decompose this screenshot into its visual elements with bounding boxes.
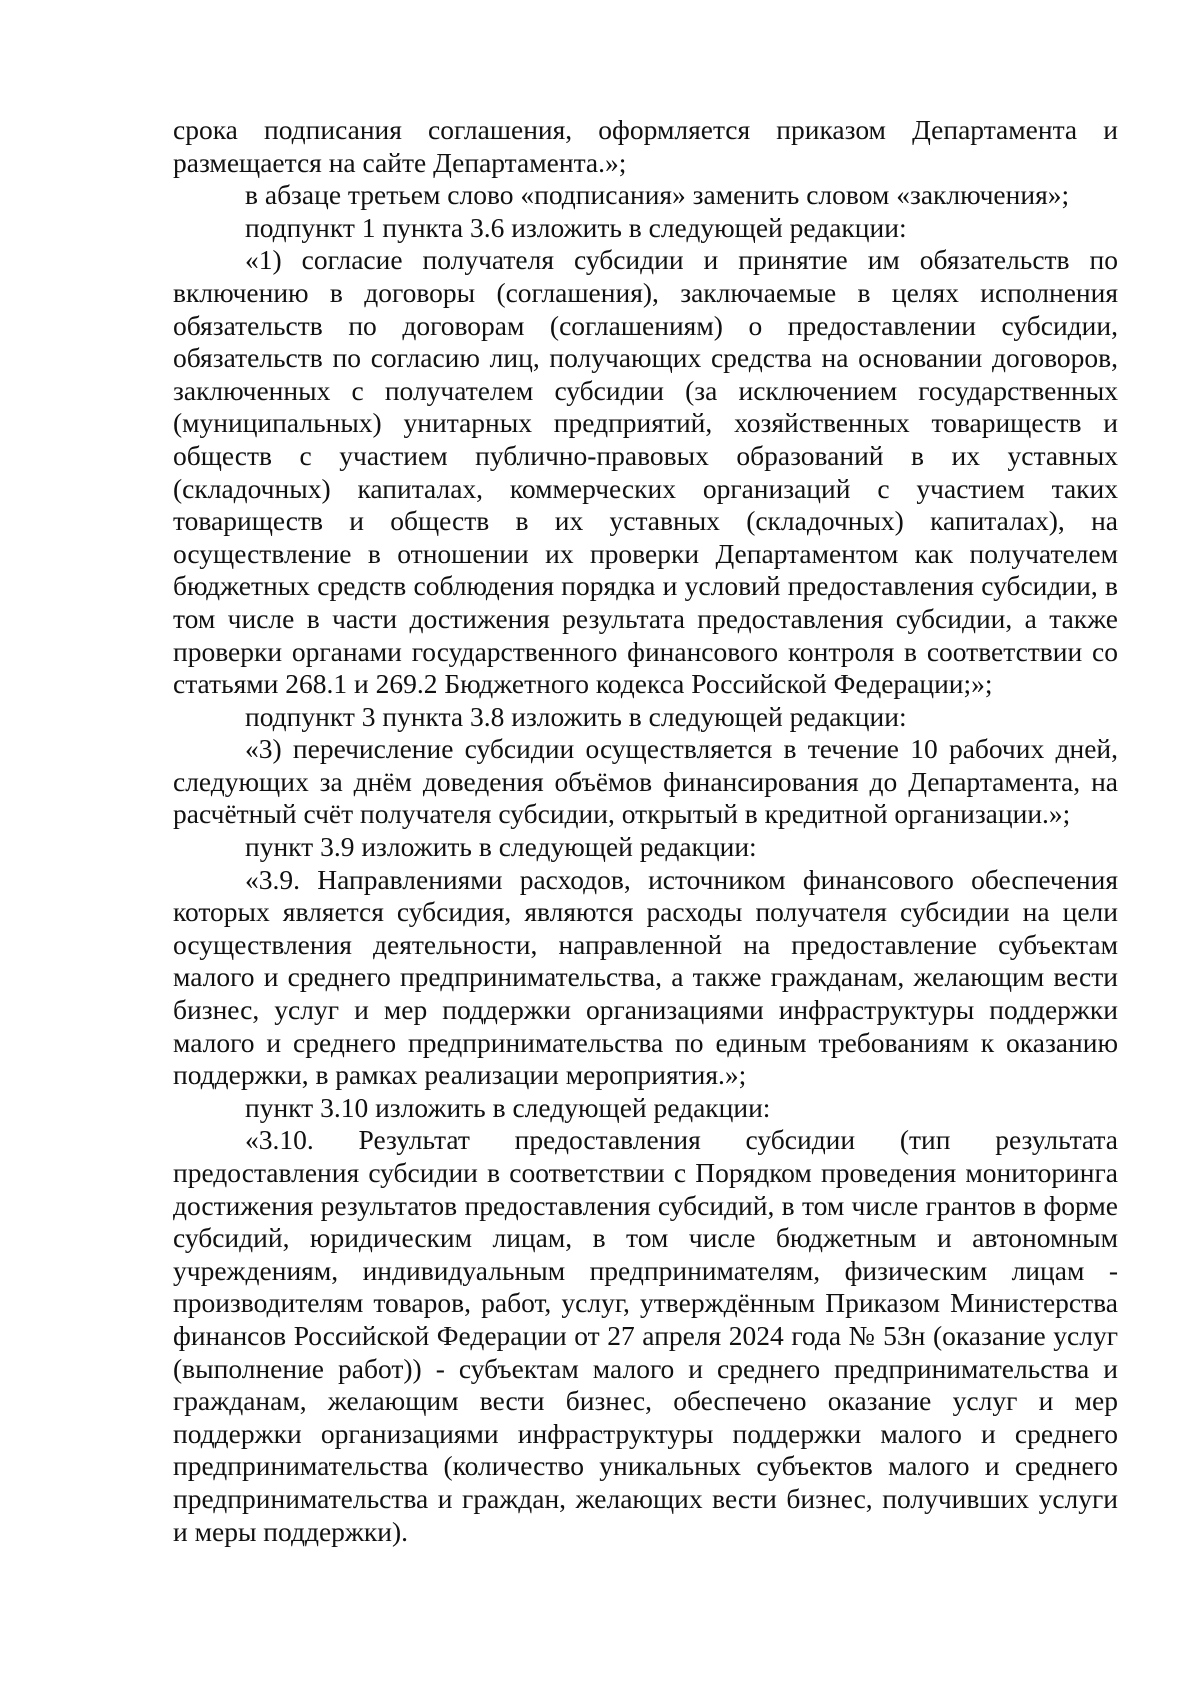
paragraph-continuation: срока подписания соглашения, оформляется приказом Департамента и размещается на сайте Департамента.»;: [173, 114, 1118, 178]
paragraph-point-3-9-text: «3.9. Направлениями расходов, источником финансового обеспечения которых является субсидия, являются расходы получателя субсидии на цели осуществления деятельности, направленной на предоставление субъектам малого и среднего предпринимательства, а также гражданам, желающим вести бизнес, услуг и мер поддержки организациями инфраструктуры поддержки малого и среднего предпринимательства по единым требованиям к оказанию поддержки, в рамках реализации мероприятия.»;: [173, 863, 1118, 1091]
paragraph-amend-third-abzats: в абзаце третьем слово «подписания» заменить словом «заключения»;: [245, 179, 1070, 211]
paragraph-point-3-9-heading: пункт 3.9 изложить в следующей редакции:: [245, 831, 757, 863]
paragraph-subpoint-1-3-6-heading: подпункт 1 пункта 3.6 изложить в следующей редакции:: [245, 211, 907, 243]
paragraph-point-3-10-text: «3.10. Результат предоставления субсидии (тип результата предоставления субсидии в соответствии с Порядком проведения мониторинга достижения результатов предоставления субсидий, в том числе грантов в форме субсидий, юридическим лицам, в том числе бюджетным и автономным учреждениям, индивидуальным предпринимателям, физическим лицам - производителям товаров, работ, услуг, утверждённым Приказом Министерства финансов Российской Федерации от 27 апреля 2024 года № 53н (оказание услуг (выполнение работ)) - субъектам малого и среднего предпринимательства и гражданам, желающим вести бизнес, обеспечено оказание услуг и мер поддержки организациями инфраструктуры поддержки малого и среднего предпринимательства (количество уникальных субъектов малого и среднего предпринимательства и граждан, желающих вести бизнес, получивших услуги и меры поддержки).: [173, 1124, 1118, 1547]
paragraph-point-3-10-heading: пункт 3.10 изложить в следующей редакции:: [245, 1091, 771, 1123]
paragraph-subpoint-1-3-6-text: «1) согласие получателя субсидии и принятие им обязательств по включению в договоры (соглашения), заключаемые в целях исполнения обязательств по договорам (соглашениям) о предоставлении субсидии, обязательств по согласию лиц, получающих средства на основании договоров, заключенных с получателем субсидии (за исключением государственных (муниципальных) унитарных предприятий, хозяйственных товариществ и обществ с участием публично-правовых образований в их уставных (складочных) капиталах, коммерческих организаций с участием таких товариществ и обществ в их уставных (складочных) капиталах), на осуществление в отношении их проверки Департаментом как получателем бюджетных средств соблюдения порядка и условий предоставления субсидии, в том числе в части достижения результата предоставления субсидии, а также проверки органами государственного финансового контроля в соответствии со статьями 268.1 и 269.2 Бюджетного кодекса Российской Федерации;»;: [173, 244, 1118, 700]
paragraph-subpoint-3-3-8-text: «3) перечисление субсидии осуществляется в течение 10 рабочих дней, следующих за днём доведения объёмов финансирования до Департамента, на расчётный счёт получателя субсидии, открытый в кредитной организации.»;: [173, 733, 1118, 830]
document-page: [173, 114, 1118, 1548]
paragraph-subpoint-3-3-8-heading: подпункт 3 пункта 3.8 изложить в следующей редакции:: [245, 700, 907, 732]
